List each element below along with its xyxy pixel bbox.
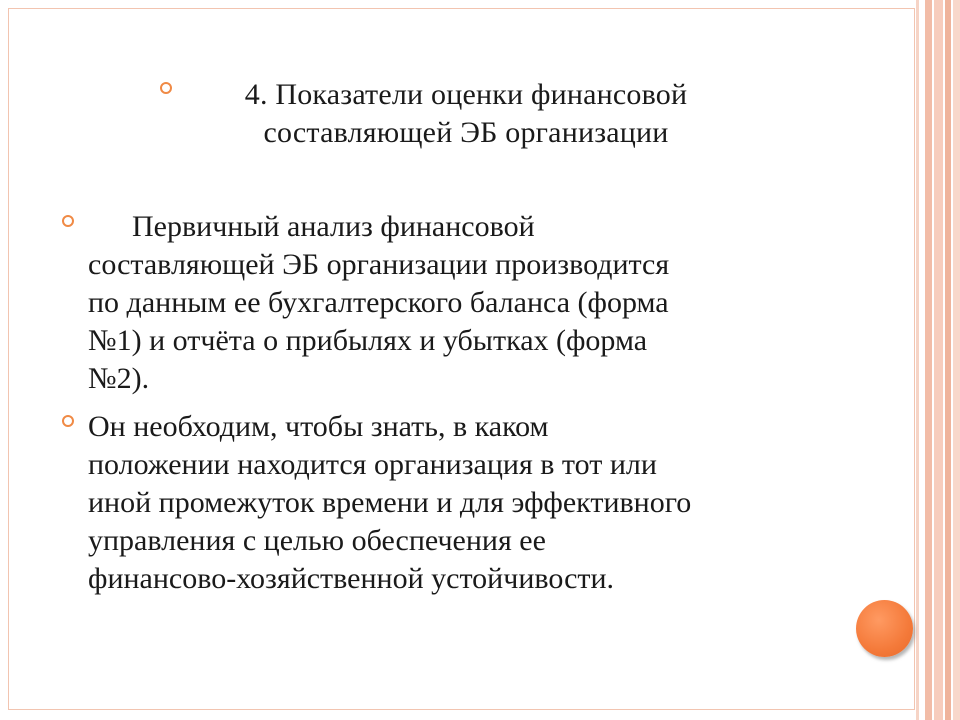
paragraph-line: управления с целью обеспечения ее	[88, 524, 546, 557]
title-text	[186, 76, 746, 152]
paragraph-line: составляющей ЭБ организации производится	[88, 248, 670, 281]
stripe	[916, 0, 919, 720]
paragraph-line: по данным ее бухгалтерского баланса (форма	[88, 286, 669, 319]
ring-bullet-icon	[160, 82, 172, 94]
paragraph-text	[88, 208, 848, 398]
paragraph-line: №1) и отчёта о прибылях и убытках (форма	[88, 324, 648, 357]
paragraph-line: №2).	[88, 362, 150, 395]
stripe	[934, 0, 943, 720]
paragraph-line: иной промежуток времени и для эффективного	[88, 486, 692, 519]
stripe	[925, 0, 932, 720]
paragraph-line: Он необходим, чтобы знать, в каком	[88, 410, 549, 443]
paragraph-line: положении находится организация в тот или	[88, 448, 657, 481]
ring-bullet-icon	[62, 415, 74, 427]
title-line: составляющей ЭБ организации	[263, 116, 669, 149]
stripe	[945, 0, 951, 720]
title-line: 4. Показатели оценки финансовой	[244, 78, 688, 111]
ring-bullet-icon	[62, 215, 74, 227]
decorative-stripes	[916, 0, 960, 720]
stripe	[953, 0, 960, 720]
orange-circle-decoration	[856, 600, 913, 657]
paragraph-line	[88, 208, 848, 246]
paragraph-line-text: Первичный анализ финансовой	[132, 210, 535, 243]
paragraph-line: финансово-хозяйственной устойчивости.	[88, 562, 615, 595]
paragraph-text	[88, 408, 848, 598]
